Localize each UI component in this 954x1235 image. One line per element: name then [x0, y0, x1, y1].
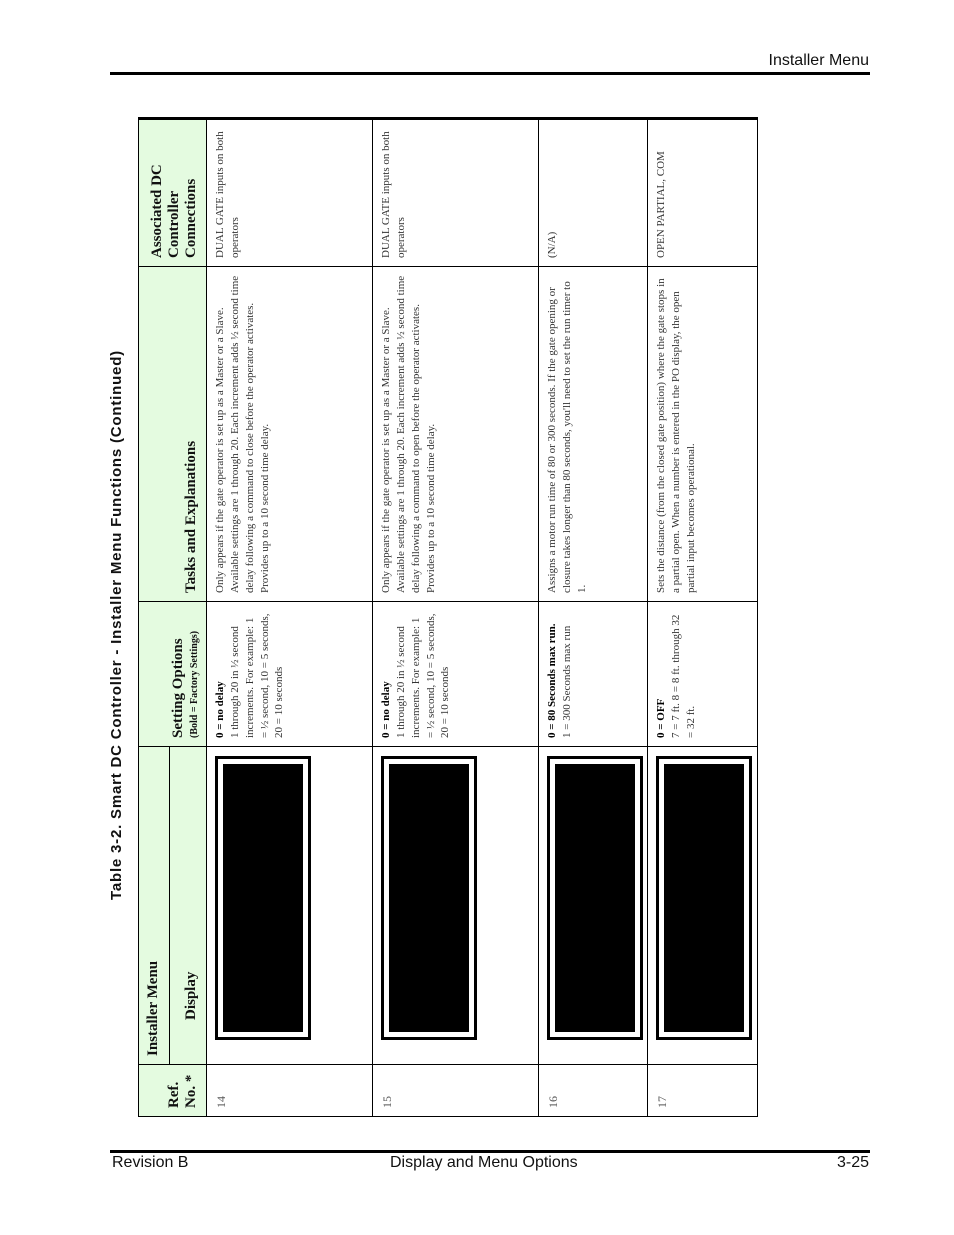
col-display: Display: [183, 971, 199, 1020]
ref-cell: 17: [648, 1065, 758, 1117]
options-cell: [539, 602, 648, 747]
options-default: 0 = no delay: [380, 681, 392, 738]
footer-rule: [110, 1150, 870, 1153]
col-installer-menu-display: [139, 747, 207, 1065]
col-setting-options-label: Setting Options: [170, 638, 186, 738]
options-text: 1 through 20 in ½ second increments. For example: 1 = ½ second, 10 = 5 seconds, 20 = 10 seconds: [228, 613, 286, 738]
installer-menu-table: [138, 117, 758, 1117]
table-row: [539, 119, 648, 1117]
lcd-display-image: [662, 762, 746, 1034]
tasks-cell: Only appears if the gate operator is set up as a Master or a Slave. Available settings are 1 through 20. Each increment adds ½ second time delay following a command to open before the operator activates. Provides up to a 10 second time delay.: [373, 267, 539, 602]
col-connections: Associated DC Controller Connections: [139, 119, 207, 267]
display-cell: [207, 747, 373, 1065]
ref-cell: 14: [207, 1065, 373, 1117]
tasks-cell: Only appears if the gate operator is set up as a Master or a Slave. Available settings are 1 through 20. Each increment adds ½ second time delay following a command to close before the operator activates. Provides up to a 10 second time delay.: [207, 267, 373, 602]
col-setting-options-note: (Bold = Factory Settings): [189, 630, 200, 738]
lcd-display-image: [387, 762, 471, 1034]
options-cell: [648, 602, 758, 747]
tasks-cell: Assigns a motor run time of 80 or 300 seconds. If the gate opening or closure takes longer than 80 seconds, you'll need to set the run timer to 1.: [539, 267, 648, 602]
options-text: 7 = 7 ft. 8 = 8 ft. through 32 = 32 ft.: [670, 614, 698, 738]
footer-section: Display and Menu Options: [390, 1154, 578, 1171]
col-tasks: Tasks and Explanations: [139, 267, 207, 602]
table-row: [648, 119, 758, 1117]
table-row: [207, 119, 373, 1117]
display-cell: [539, 747, 648, 1065]
options-default: 0 = OFF: [655, 698, 668, 738]
lcd-display-image: [553, 762, 637, 1034]
table-caption: Table 3-2. Smart DC Controller - Installer Menu Functions (Continued): [108, 350, 125, 900]
options-default: 0 = no delay: [214, 681, 226, 738]
ref-cell: 15: [373, 1065, 539, 1117]
options-cell: [373, 602, 539, 747]
options-default: 0 = 80 Seconds max run.: [546, 623, 558, 738]
connections-cell: DUAL GATE inputs on both operators: [207, 119, 373, 267]
table-row: [373, 119, 539, 1117]
options-text: 1 through 20 in ½ second increments. For example: 1 = ½ second, 10 = 5 seconds, 20 = 10 seconds: [394, 613, 452, 738]
display-cell: [648, 747, 758, 1065]
header-section-title: Installer Menu: [768, 52, 869, 69]
header-rule: [110, 72, 870, 75]
lcd-display-image: [221, 762, 305, 1034]
col-installer-menu: Installer Menu: [145, 960, 161, 1056]
ref-cell: 16: [539, 1065, 648, 1117]
options-text: 1 = 300 Seconds max run: [560, 625, 573, 738]
connections-cell: OPEN PARTIAL, COM: [648, 119, 758, 267]
connections-cell: DUAL GATE inputs on both operators: [373, 119, 539, 267]
rotated-table-frame: [138, 119, 758, 1117]
options-cell: [207, 602, 373, 747]
display-cell: [373, 747, 539, 1065]
col-setting-options: [139, 602, 207, 747]
col-ref: Ref. No. *: [139, 1065, 207, 1117]
footer-page-number: 3-25: [836, 1154, 869, 1171]
connections-cell: (N/A): [539, 119, 648, 267]
tasks-cell: Sets the distance (from the closed gate position) where the gate stops in a partial open. When a number is entered in the PO display, the open partial input becomes operational.: [648, 267, 758, 602]
footer-revision: Revision B: [112, 1154, 189, 1171]
